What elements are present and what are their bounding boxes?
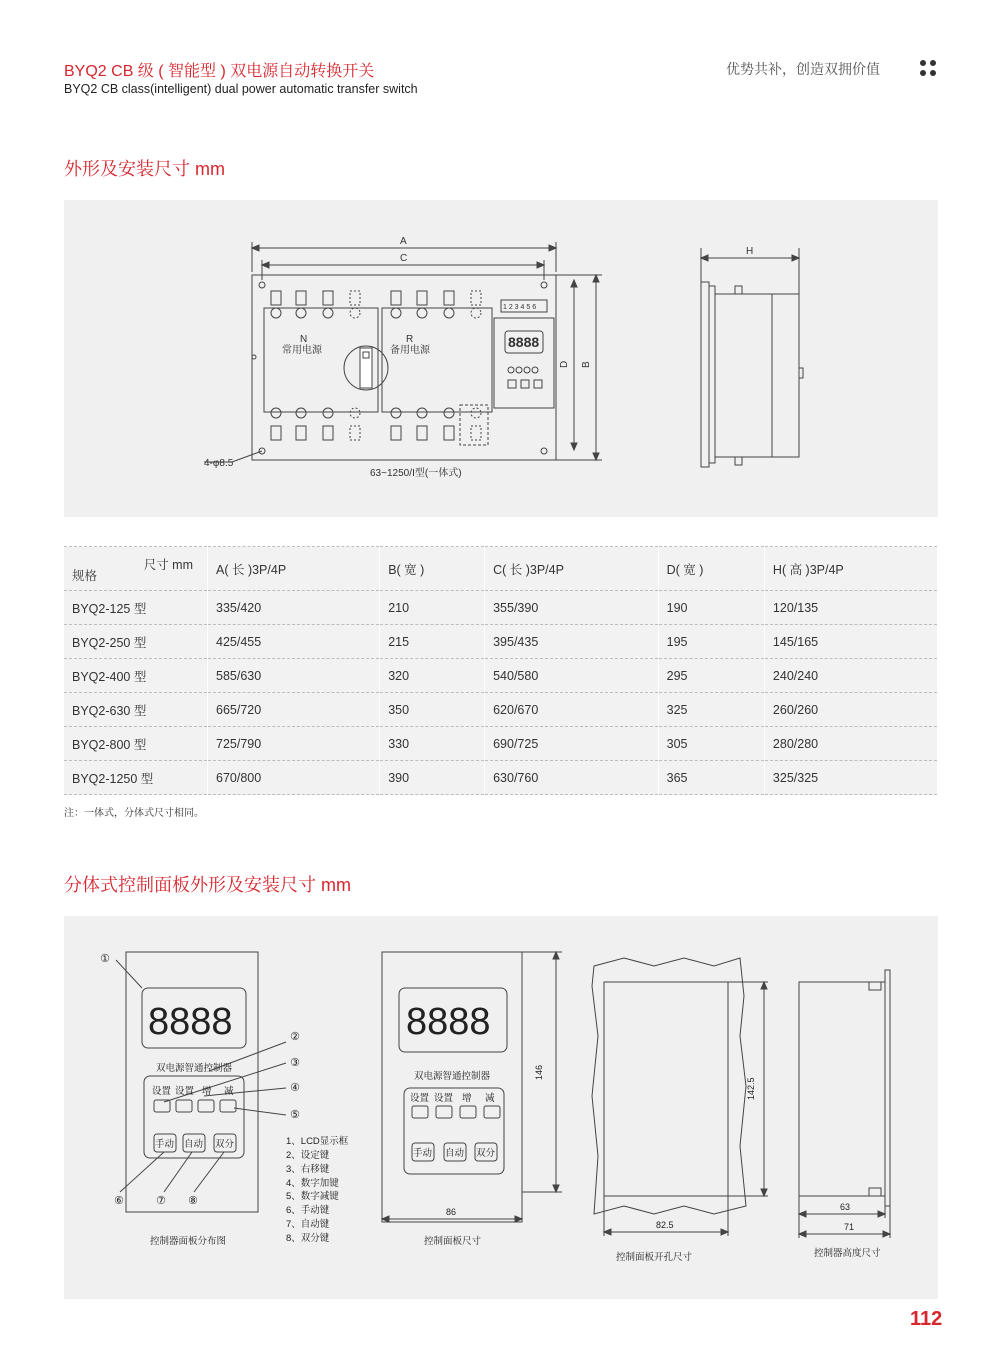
caption-height: 控制器高度尺寸 bbox=[814, 1248, 881, 1259]
callout-3: ③ bbox=[290, 1057, 300, 1069]
dimension-table bbox=[64, 546, 937, 795]
callout-7: ⑦ bbox=[156, 1195, 166, 1207]
dim-146: 146 bbox=[534, 1064, 544, 1080]
callout-1: ① bbox=[100, 953, 110, 965]
dim-h-label: H bbox=[746, 246, 754, 257]
table-row bbox=[64, 625, 937, 659]
controller-name: 双电源智通控制器 bbox=[414, 1071, 491, 1082]
outline-drawing-panel bbox=[64, 200, 938, 517]
table-row bbox=[64, 761, 937, 795]
lcd-display-text: 8888 bbox=[148, 1001, 233, 1043]
caption-size: 控制面板尺寸 bbox=[424, 1236, 482, 1247]
dim-82-5: 82.5 bbox=[656, 1220, 674, 1230]
cell-model: BYQ2-400 型 bbox=[64, 659, 208, 693]
cell-d: 325 bbox=[658, 693, 764, 727]
controller-name: 双电源智通控制器 bbox=[156, 1063, 233, 1074]
legend-item: 6、手动键 bbox=[286, 1205, 330, 1216]
legend-item: 7、自动键 bbox=[286, 1219, 330, 1230]
caption-cutout: 控制面板开孔尺寸 bbox=[616, 1252, 693, 1263]
cell-c: 540/580 bbox=[485, 659, 659, 693]
cell-h: 260/260 bbox=[764, 693, 937, 727]
cell-b: 320 bbox=[380, 659, 485, 693]
four-dots-icon bbox=[920, 60, 938, 78]
dim-71: 71 bbox=[844, 1222, 855, 1232]
cell-d: 305 bbox=[658, 727, 764, 761]
table-row bbox=[64, 659, 937, 693]
section1-title: 外形及安装尺寸 mm bbox=[64, 159, 225, 179]
key-dual-label: 双分 bbox=[476, 1148, 496, 1159]
callout-4: ④ bbox=[290, 1082, 300, 1094]
dim-a-label: A bbox=[400, 236, 407, 247]
cell-model: BYQ2-1250 型 bbox=[64, 761, 208, 795]
dim-63: 63 bbox=[840, 1202, 851, 1212]
cell-h: 240/240 bbox=[764, 659, 937, 693]
legend-item: 5、数字减键 bbox=[286, 1191, 339, 1202]
cell-a: 665/720 bbox=[208, 693, 380, 727]
section2-title: 分体式控制面板外形及安装尺寸 mm bbox=[64, 875, 351, 895]
cell-h: 325/325 bbox=[764, 761, 937, 795]
key-dec-label: 减 bbox=[224, 1086, 234, 1097]
table-row bbox=[64, 591, 937, 625]
cell-c: 630/760 bbox=[485, 761, 659, 795]
key-dec-label: 减 bbox=[485, 1093, 495, 1104]
cell-c: 355/390 bbox=[485, 591, 659, 625]
slogan: 优势共补，创造双拥价值 bbox=[726, 61, 880, 77]
drawing-caption: 63~1250/Ⅰ型(一体式) bbox=[370, 468, 462, 479]
col-d-header: D( 宽 ) bbox=[658, 547, 764, 591]
r-label: R bbox=[406, 334, 414, 345]
key-inc-label: 增 bbox=[202, 1086, 212, 1097]
callout-6: ⑥ bbox=[114, 1195, 124, 1207]
key-inc-label: 增 bbox=[462, 1093, 472, 1104]
callout-2: ② bbox=[290, 1031, 300, 1043]
callout-5: ⑤ bbox=[290, 1109, 300, 1121]
cell-b: 330 bbox=[380, 727, 485, 761]
legend-item: 2、设定键 bbox=[286, 1150, 330, 1161]
outline-drawing bbox=[64, 200, 938, 517]
table-row bbox=[64, 727, 937, 761]
cell-b: 390 bbox=[380, 761, 485, 795]
dim-d-label: D bbox=[559, 360, 570, 368]
key-manual-label: 手动 bbox=[155, 1139, 175, 1150]
cell-c: 690/725 bbox=[485, 727, 659, 761]
cell-c: 620/670 bbox=[485, 693, 659, 727]
cell-model: BYQ2-630 型 bbox=[64, 693, 208, 727]
n-label: N bbox=[300, 334, 308, 345]
key-auto-label: 自动 bbox=[184, 1139, 204, 1150]
cell-d: 190 bbox=[658, 591, 764, 625]
legend-item: 1、LCD显示框 bbox=[286, 1136, 349, 1147]
cell-d: 295 bbox=[658, 659, 764, 693]
dim-b-label: B bbox=[581, 361, 592, 368]
cell-d: 365 bbox=[658, 761, 764, 795]
caption-layout: 控制器面板分布图 bbox=[150, 1236, 227, 1247]
cell-a: 725/790 bbox=[208, 727, 380, 761]
dim-142-5: 142.5 bbox=[746, 1077, 756, 1100]
table-note: 注：一体式，分体式尺寸相同。 bbox=[64, 808, 204, 819]
dim-c-label: C bbox=[400, 253, 408, 264]
page-number: 112 bbox=[910, 1308, 943, 1330]
normal-source-label: 常用电源 bbox=[282, 345, 322, 356]
table-row bbox=[64, 693, 937, 727]
key-dual-label: 双分 bbox=[215, 1139, 235, 1150]
callout-8: ⑧ bbox=[188, 1195, 198, 1207]
control-panel-drawing bbox=[64, 916, 938, 1299]
standby-source-label: 备用电源 bbox=[390, 345, 430, 356]
cell-model: BYQ2-800 型 bbox=[64, 727, 208, 761]
table-corner-cell bbox=[64, 547, 208, 591]
legend-item: 8、双分键 bbox=[286, 1233, 330, 1244]
table-header-row bbox=[64, 547, 937, 591]
key-auto-label: 自动 bbox=[445, 1148, 465, 1159]
cell-c: 395/435 bbox=[485, 625, 659, 659]
lcd-display-text: 8888 bbox=[508, 334, 540, 350]
lcd-display-text: 8888 bbox=[406, 1001, 491, 1043]
cell-a: 585/630 bbox=[208, 659, 380, 693]
cell-b: 350 bbox=[380, 693, 485, 727]
key-set1-label: 设置 bbox=[410, 1093, 430, 1104]
document-title-cn: BYQ2 CB 级 ( 智能型 ) 双电源自动转换开关 bbox=[64, 63, 375, 80]
legend-item: 4、数字加键 bbox=[286, 1178, 339, 1189]
key-set2-label: 设置 bbox=[434, 1093, 454, 1104]
col-a-header: A( 长 )3P/4P bbox=[208, 547, 380, 591]
cell-h: 120/135 bbox=[764, 591, 937, 625]
cell-h: 280/280 bbox=[764, 727, 937, 761]
cell-a: 425/455 bbox=[208, 625, 380, 659]
col-b-header: B( 宽 ) bbox=[380, 547, 485, 591]
cell-b: 210 bbox=[380, 591, 485, 625]
key-set1-label: 设置 bbox=[152, 1086, 172, 1097]
cell-model: BYQ2-250 型 bbox=[64, 625, 208, 659]
cell-h: 145/165 bbox=[764, 625, 937, 659]
control-panel-drawing-panel bbox=[64, 916, 938, 1299]
key-manual-label: 手动 bbox=[413, 1148, 433, 1159]
cell-d: 195 bbox=[658, 625, 764, 659]
corner-spec: 规格 bbox=[72, 569, 98, 583]
legend-item: 3、右移键 bbox=[286, 1164, 330, 1175]
dim-86: 86 bbox=[446, 1207, 457, 1217]
cell-model: BYQ2-125 型 bbox=[64, 591, 208, 625]
cell-b: 215 bbox=[380, 625, 485, 659]
hole-note: 4-φ8.5 bbox=[204, 458, 234, 469]
key-set2-label: 设置 bbox=[175, 1086, 195, 1097]
cell-a: 335/420 bbox=[208, 591, 380, 625]
cell-a: 670/800 bbox=[208, 761, 380, 795]
col-h-header: H( 高 )3P/4P bbox=[764, 547, 937, 591]
terminal-numbers: 1 2 3 4 5 6 bbox=[503, 304, 537, 311]
document-title-en: BYQ2 CB class(intelligent) dual power automatic transfer switch bbox=[64, 82, 418, 96]
col-c-header: C( 长 )3P/4P bbox=[485, 547, 659, 591]
corner-unit: 尺寸 mm bbox=[143, 558, 193, 572]
